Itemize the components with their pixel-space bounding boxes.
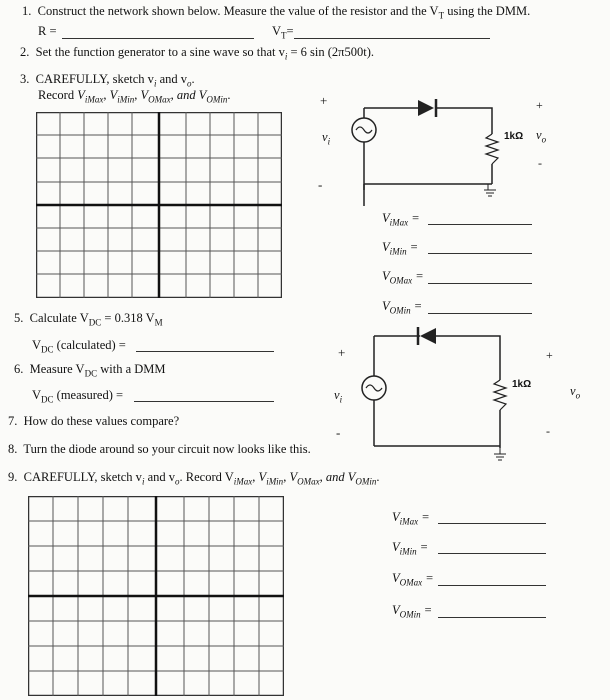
- question-number: 8.: [8, 442, 18, 456]
- question-text: Turn the diode around so your circuit now looks like this.: [23, 442, 311, 456]
- var: V: [392, 603, 400, 617]
- question-text-tail: with a DMM: [97, 362, 166, 376]
- question-text: = 0.318 V: [101, 311, 155, 325]
- vimax-label-1: [382, 211, 420, 230]
- equals: =: [419, 540, 429, 554]
- subscript: OMax: [399, 577, 423, 588]
- subscript: iMax: [233, 476, 253, 487]
- subscript: OMax: [389, 275, 413, 286]
- subscript: iMin: [399, 546, 417, 557]
- circuit-diagram-2: [310, 320, 610, 470]
- vomax-label-2: [392, 571, 434, 590]
- question-text: CAREFULLY, sketch v: [35, 72, 154, 86]
- var: V: [392, 540, 400, 554]
- question-9: 9. CAREFULLY, sketch $v_i$ and $v_o$. Record $V_{iMax}$, $V_{iMin}$, $V_{OMax}$, and $V_{OMin}$.: [8, 470, 380, 487]
- question-text-tail: = 6 sin (2π500t).: [287, 45, 374, 59]
- subscript: T: [438, 10, 445, 21]
- question-number: 6.: [14, 362, 24, 376]
- vomax-label-1: [382, 269, 424, 288]
- vomin-answer-line-2[interactable]: [438, 617, 546, 618]
- subscript: T: [281, 30, 287, 41]
- question-number: 7.: [8, 414, 18, 428]
- question-text: .: [191, 72, 195, 86]
- var: V: [32, 338, 42, 352]
- record-var: V: [258, 470, 267, 484]
- record-line: Record $V_{iMax}$, $V_{iMin}$, $V_{OMax}$, and $V_{OMin}$.: [38, 88, 231, 105]
- vi-minus: -: [318, 177, 323, 192]
- vo-label: [570, 384, 580, 403]
- question-text: . Record V: [179, 470, 234, 484]
- subscript: OMax: [148, 94, 171, 105]
- question-text: and v: [144, 470, 176, 484]
- question-text: Set the function generator to a sine wave so that v: [35, 45, 285, 59]
- question-text: Calculate V: [29, 311, 89, 325]
- subscript: M: [154, 317, 163, 328]
- subscript: iMax: [84, 94, 104, 105]
- label-tail: (calculated) =: [53, 338, 126, 352]
- record-var: V: [347, 470, 356, 484]
- var: V: [382, 240, 390, 254]
- subscript: i: [339, 394, 343, 405]
- var: V: [392, 571, 400, 585]
- subscript: iMin: [117, 94, 135, 105]
- vo-plus: +: [536, 98, 543, 112]
- subscript: i: [153, 78, 157, 89]
- vo-minus: -: [546, 424, 550, 438]
- subscript: o: [175, 476, 180, 487]
- question-8: [8, 442, 311, 456]
- subscript: iMin: [266, 476, 284, 487]
- var: V: [32, 388, 42, 402]
- vo-text: v: [536, 128, 542, 142]
- equals: =: [425, 571, 434, 585]
- subscript: o: [541, 134, 547, 145]
- vi-text: v: [322, 130, 328, 144]
- vimax-answer-line-1[interactable]: [428, 224, 532, 225]
- subscript: OMin: [206, 94, 228, 105]
- vdc-measured-label: [32, 388, 123, 407]
- var: V: [382, 299, 390, 313]
- vo-minus: -: [538, 156, 542, 170]
- question-text: Construct the network shown below. Measure the value of the resistor and the V: [37, 4, 439, 18]
- vimin-label-1: [382, 240, 418, 259]
- question-number: 5.: [14, 311, 24, 325]
- vt-answer-line[interactable]: [294, 38, 490, 39]
- equals: =: [409, 240, 419, 254]
- subscript: iMax: [399, 516, 419, 527]
- question-number: 3.: [20, 72, 30, 86]
- vdc-measured-answer-line[interactable]: [134, 401, 274, 402]
- subscript: i: [284, 51, 288, 62]
- subscript: OMax: [297, 476, 320, 487]
- vomin-answer-line-1[interactable]: [428, 313, 532, 314]
- subscript: iMax: [389, 217, 409, 228]
- r-answer-line[interactable]: [62, 38, 254, 39]
- subscript: OMin: [389, 305, 411, 316]
- vimin-answer-line-2[interactable]: [438, 553, 546, 554]
- vi-label: [322, 130, 330, 149]
- question-text: CAREFULLY, sketch v: [23, 470, 142, 484]
- vimax-label-2: [392, 510, 430, 529]
- subscript: i: [141, 476, 145, 487]
- vdc-calculated-label: [32, 338, 126, 357]
- subscript: OMin: [355, 476, 377, 487]
- label-tail: (measured) =: [53, 388, 124, 402]
- vi-plus: +: [320, 93, 328, 108]
- equals: =: [286, 24, 294, 38]
- question-2: [20, 45, 374, 64]
- vimin-answer-line-1[interactable]: [428, 253, 532, 254]
- vomax-answer-line-2[interactable]: [438, 585, 546, 586]
- vo-plus: +: [546, 348, 553, 362]
- var: V: [392, 510, 400, 524]
- subscript: iMin: [389, 246, 407, 257]
- equals: =: [413, 299, 423, 313]
- var: V: [382, 211, 390, 225]
- question-6: [14, 362, 166, 381]
- question-1: [22, 4, 530, 23]
- question-number: 2.: [20, 45, 30, 59]
- record-var: V: [289, 470, 298, 484]
- subscript: OMin: [399, 609, 421, 620]
- vi-plus: +: [338, 345, 346, 360]
- r-label-text: R =: [38, 24, 57, 38]
- r-label: [38, 24, 57, 38]
- question-number: 9.: [8, 470, 18, 484]
- equals: =: [415, 269, 424, 283]
- resistor-label: 1kΩ: [504, 131, 524, 142]
- equals: =: [411, 211, 420, 225]
- vo-text: v: [570, 384, 576, 398]
- equals: =: [423, 603, 433, 617]
- vi-minus: -: [336, 425, 341, 440]
- subscript: DC: [84, 368, 98, 379]
- vomin-label-1: [382, 299, 422, 318]
- question-text: Measure V: [29, 362, 85, 376]
- vi-label: [334, 388, 342, 407]
- question-number: 1.: [22, 4, 32, 18]
- question-7: [8, 414, 179, 428]
- vt-label: [272, 24, 294, 43]
- record-var: V: [198, 88, 207, 102]
- equals: =: [421, 510, 430, 524]
- question-text: How do these values compare?: [23, 414, 180, 428]
- subscript: i: [327, 136, 331, 147]
- vt-label-text: V: [272, 24, 282, 38]
- question-text-tail: using the DMM.: [444, 4, 531, 18]
- record-prefix: Record: [38, 88, 78, 102]
- sketch-grid-1[interactable]: [36, 112, 282, 298]
- vo-label: [536, 128, 546, 147]
- record-var: V: [140, 88, 149, 102]
- subscript: DC: [88, 317, 102, 328]
- question-text: and v: [156, 72, 188, 86]
- vdc-calculated-answer-line[interactable]: [136, 351, 274, 352]
- subscript: o: [187, 78, 192, 89]
- subscript: DC: [41, 394, 54, 405]
- subscript: DC: [41, 344, 54, 355]
- record-var: V: [109, 88, 118, 102]
- var: V: [382, 269, 390, 283]
- and-word: and: [176, 88, 196, 102]
- subscript: o: [575, 390, 581, 401]
- vomax-answer-line-1[interactable]: [428, 283, 532, 284]
- resistor-label: 1kΩ: [512, 379, 532, 390]
- vimax-answer-line-2[interactable]: [438, 523, 546, 524]
- vi-text: v: [334, 388, 340, 402]
- circuit-diagram-1: [310, 80, 610, 220]
- sketch-grid-2[interactable]: [28, 496, 284, 696]
- record-var: V: [77, 88, 85, 102]
- question-5: [14, 311, 163, 330]
- vimin-label-2: [392, 540, 428, 559]
- vomin-label-2: [392, 603, 432, 622]
- and-word: and: [325, 470, 345, 484]
